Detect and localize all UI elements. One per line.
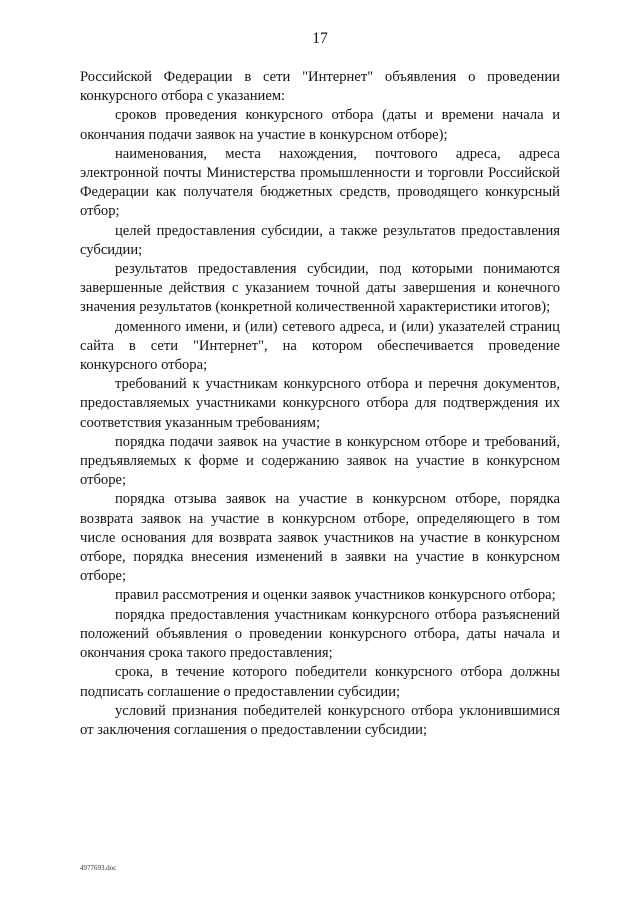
list-item: результатов предоставления субсидии, под которыми понимаются завершенные действия с указанием точной даты завершения и конечного значения результатов (конкретной количественной характеристики итогов);: [80, 261, 560, 316]
list-item: требований к участникам конкурсного отбора и перечня документов, предоставляемых участниками конкурсного отбора для подтверждения их соответствия указанным требованиям;: [80, 376, 560, 431]
list-item: условий признания победителей конкурсного отбора уклонившимися от заключения соглашения о предоставлении субсидии;: [80, 702, 560, 738]
list-item: правил рассмотрения и оценки заявок участников конкурсного отбора;: [115, 587, 556, 604]
list-item: доменного имени, и (или) сетевого адреса, и (или) указателей страниц сайта в сети "Интернет", на котором обеспечивается проведение конкурсного отбора;: [80, 318, 560, 374]
list-item: порядка подачи заявок на участие в конкурсном отборе и требований, предъявляемых к форме и содержанию заявок на участие в конкурсном отборе;: [80, 433, 560, 489]
footer-file-name: 4977693.doc: [80, 864, 117, 872]
document-body: [80, 68, 560, 740]
list-item: целей предоставления субсидии, а также результатов предоставления субсидии;: [80, 222, 560, 258]
list-item: сроков проведения конкурсного отбора (даты и времени начала и окончания подачи заявок на участие в конкурсном отборе);: [80, 107, 560, 143]
paragraph-continuation: Российской Федерации в сети "Интернет" объявления о проведении конкурсного отбора с указанием:: [80, 69, 560, 105]
list-item: срока, в течение которого победители конкурсного отбора должны подписать соглашение о предоставлении субсидии;: [80, 664, 560, 700]
list-item: наименования, места нахождения, почтового адреса, адреса электронной почты Министерства промышленности и торговли Российской Федерации как получателя бюджетных средств, проводящего конкурсный отбор;: [80, 145, 560, 220]
page-number: 17: [312, 30, 328, 47]
list-item: порядка предоставления участникам конкурсного отбора разъяснений положений объявления о проведении конкурсного отбора, даты начала и окончания срока такого предоставления;: [80, 606, 560, 662]
list-item: порядка отзыва заявок на участие в конкурсном отборе, порядка возврата заявок на участие в конкурсном отборе, определяющего в том числе основания для возврата заявок участников на участие в конкурсном отборе, порядка внесения изменений в заявки на участие в конкурсном отборе;: [80, 491, 560, 585]
